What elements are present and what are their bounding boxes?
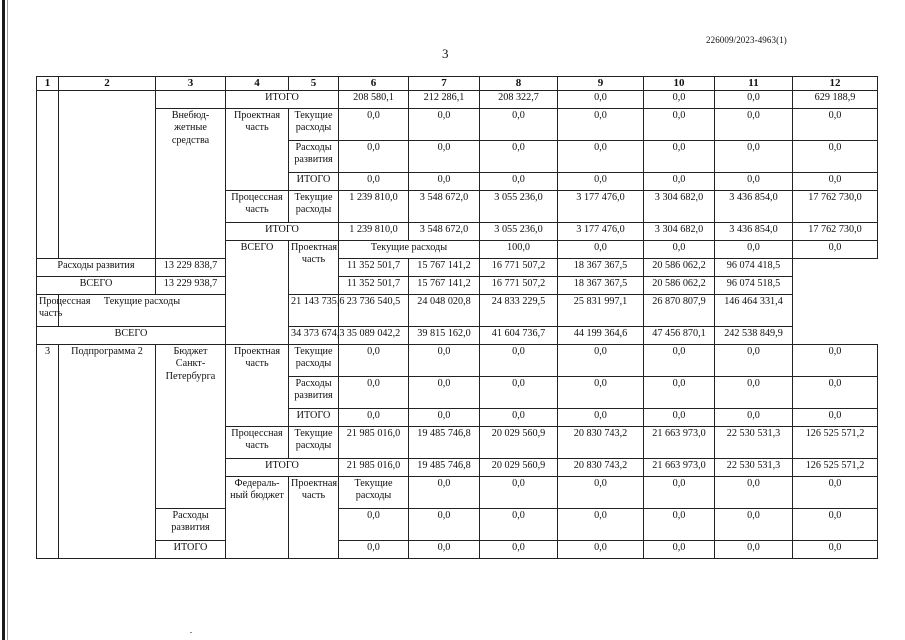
value-cell: 0,0	[409, 345, 480, 377]
value-cell: 0,0	[793, 541, 878, 559]
col2-blank	[59, 91, 156, 259]
value-cell: 13 229 838,7	[156, 259, 226, 277]
value-cell: 21 985 016,0	[339, 427, 409, 459]
value-cell: 1 239 810,0	[339, 191, 409, 223]
value-cell: 0,0	[409, 377, 480, 409]
value-cell: 0,0	[644, 241, 715, 259]
scan-left-edge-shadow	[7, 0, 8, 640]
header-cell: 3	[156, 77, 226, 91]
value-cell: 0,0	[339, 541, 409, 559]
value-cell: 0,0	[715, 509, 793, 541]
value-cell: 0,0	[558, 91, 644, 109]
value-cell: 0,0	[793, 345, 878, 377]
value-cell: 19 485 746,8	[409, 427, 480, 459]
header-cell: 6	[339, 77, 409, 91]
expense-type: Текущие расходы	[289, 109, 339, 141]
value-cell: 0,0	[558, 509, 644, 541]
value-cell: 0,0	[480, 377, 558, 409]
value-cell: 21 985 016,0	[339, 459, 409, 477]
value-cell: 20 586 062,2	[644, 277, 715, 295]
value-cell: 0,0	[339, 109, 409, 141]
row-number: 3	[37, 345, 59, 559]
value-cell: 0,0	[644, 377, 715, 409]
value-cell: 0,0	[644, 173, 715, 191]
value-cell: 3 548 672,0	[409, 223, 480, 241]
scan-left-edge	[2, 0, 5, 640]
value-cell: 0,0	[715, 345, 793, 377]
header-cell: 5	[289, 77, 339, 91]
value-cell: 0,0	[715, 377, 793, 409]
value-cell: 18 367 367,5	[558, 259, 644, 277]
budget-table	[36, 76, 878, 559]
value-cell: 0,0	[339, 377, 409, 409]
page-number: 3	[442, 46, 449, 61]
value-cell: 15 767 141,2	[409, 259, 480, 277]
value-cell: 0,0	[558, 409, 644, 427]
value-cell: 19 485 746,8	[409, 459, 480, 477]
header-cell: 1	[37, 77, 59, 91]
value-cell: 20 586 062,2	[644, 259, 715, 277]
itogo-label: ИТОГО	[226, 223, 339, 241]
value-cell: 21 663 973,0	[644, 427, 715, 459]
value-cell: 0,0	[558, 109, 644, 141]
value-cell: 0,0	[644, 477, 715, 509]
value-cell: 0,0	[339, 173, 409, 191]
value-cell: 35 089 042,2	[339, 327, 409, 345]
expense-type: Текущие расходы	[289, 345, 339, 377]
header-cell: 4	[226, 77, 289, 91]
value-cell: 21 663 973,0	[644, 459, 715, 477]
value-cell: 0,0	[409, 173, 480, 191]
value-cell: 0,0	[339, 509, 409, 541]
header-cell: 7	[409, 77, 480, 91]
header-cell: 9	[558, 77, 644, 91]
value-cell: 0,0	[480, 509, 558, 541]
value-cell: 0,0	[480, 477, 558, 509]
value-cell: 3 436 854,0	[715, 223, 793, 241]
value-cell: 0,0	[793, 409, 878, 427]
value-cell: 24 048 020,8	[409, 295, 480, 327]
value-cell: 16 771 507,2	[480, 277, 558, 295]
table-row	[37, 277, 878, 295]
header-cell: 2	[59, 77, 156, 91]
value-cell: 0,0	[558, 377, 644, 409]
value-cell: 242 538 849,9	[715, 327, 793, 345]
table-row	[37, 509, 878, 541]
value-cell: 0,0	[480, 141, 558, 173]
value-cell: 0,0	[793, 141, 878, 173]
header-cell: 12	[793, 77, 878, 91]
part-proektnaya: Проектная часть	[226, 109, 289, 191]
value-cell: 47 456 870,1	[644, 327, 715, 345]
value-cell: 0,0	[715, 109, 793, 141]
value-cell: 146 464 331,4	[715, 295, 793, 327]
header-cell: 8	[480, 77, 558, 91]
value-cell: 18 367 367,5	[558, 277, 644, 295]
value-cell: 126 525 571,2	[793, 427, 878, 459]
value-cell: 15 767 141,2	[409, 277, 480, 295]
value-cell: 0,0	[715, 541, 793, 559]
table-row	[37, 259, 878, 277]
expense-type: Расходы развития	[156, 509, 226, 541]
value-cell: 0,0	[480, 345, 558, 377]
value-cell: 1 239 810,0	[339, 223, 409, 241]
value-cell: 3 436 854,0	[715, 191, 793, 223]
value-cell: 0,0	[558, 345, 644, 377]
vsego-label: ВСЕГО	[37, 277, 156, 295]
value-cell: 17 762 730,0	[793, 223, 878, 241]
value-cell: 0,0	[715, 241, 793, 259]
scan-speck	[190, 632, 192, 633]
cell-blank	[156, 91, 226, 109]
value-cell: 44 199 364,6	[558, 327, 644, 345]
value-cell: 96 074 518,5	[715, 277, 793, 295]
value-cell: 0,0	[644, 141, 715, 173]
value-cell: 212 286,1	[409, 91, 480, 109]
value-cell: 0,0	[409, 477, 480, 509]
value-cell: 22 530 531,3	[715, 459, 793, 477]
expense-type: Расходы развития	[289, 377, 339, 409]
value-cell: 0,0	[558, 541, 644, 559]
subprogram-name: Подпрограмма 2	[59, 345, 156, 559]
value-cell: 0,0	[558, 141, 644, 173]
value-cell: 0,0	[409, 409, 480, 427]
value-cell: 0,0	[339, 345, 409, 377]
value-cell: 0,0	[793, 173, 878, 191]
expense-type: Расходы развития	[37, 259, 156, 277]
value-cell: 17 762 730,0	[793, 191, 878, 223]
header-row	[37, 77, 878, 91]
value-cell: 39 815 162,0	[409, 327, 480, 345]
value-cell: 23 736 540,5	[339, 295, 409, 327]
value-cell: 0,0	[793, 509, 878, 541]
value-cell: 3 177 476,0	[558, 223, 644, 241]
value-cell: 0,0	[409, 141, 480, 173]
part-proektnaya: Проектная часть	[289, 241, 339, 295]
expense-type: Текущие расходы	[289, 427, 339, 459]
value-cell: 0,0	[480, 109, 558, 141]
value-cell: 0,0	[715, 409, 793, 427]
expense-type: Текущие расходы	[339, 241, 480, 259]
expense-type: Текущие расходы	[289, 191, 339, 223]
value-cell: 629 188,9	[793, 91, 878, 109]
value-cell: 3 055 236,0	[480, 191, 558, 223]
table-row	[37, 345, 878, 377]
source-vnebyudzhetnye: Внебюд-жетные средства	[156, 109, 226, 259]
part-proektnaya: Проектная часть	[226, 345, 289, 427]
value-cell: 26 870 807,9	[644, 295, 715, 327]
value-cell: 0,0	[409, 541, 480, 559]
table-row	[37, 327, 878, 345]
value-cell: 0,0	[558, 173, 644, 191]
value-cell: 0,0	[793, 241, 878, 259]
value-cell: 0,0	[644, 345, 715, 377]
itogo-label: ИТОГО	[289, 173, 339, 191]
itogo-label: ИТОГО	[226, 91, 339, 109]
value-cell: 0,0	[558, 477, 644, 509]
value-cell: 22 530 531,3	[715, 427, 793, 459]
value-cell: 3 177 476,0	[558, 191, 644, 223]
vsego-label: ВСЕГО	[226, 241, 289, 345]
value-cell: 25 831 997,1	[558, 295, 644, 327]
value-cell: 16 771 507,2	[480, 259, 558, 277]
table-row	[37, 109, 878, 141]
value-cell: 0,0	[480, 541, 558, 559]
value-cell: 96 074 418,5	[715, 259, 793, 277]
expense-type: Текущие расходы	[339, 477, 409, 509]
value-cell: 208 322,7	[480, 91, 558, 109]
value-cell: 0,0	[644, 409, 715, 427]
value-cell: 100,0	[480, 241, 558, 259]
part-processnaya: Процессная часть	[226, 427, 289, 459]
value-cell: 0,0	[715, 91, 793, 109]
part-proektnaya: Проектная часть	[289, 477, 339, 559]
value-cell: 126 525 571,2	[793, 459, 878, 477]
value-cell: 0,0	[409, 109, 480, 141]
value-cell: 11 352 501,7	[339, 259, 409, 277]
itogo-label: ИТОГО	[226, 459, 339, 477]
value-cell: 0,0	[793, 377, 878, 409]
itogo-label: ИТОГО	[289, 409, 339, 427]
value-cell: 41 604 736,7	[480, 327, 558, 345]
itogo-label: ИТОГО	[156, 541, 226, 559]
part-processnaya: Процессная часть	[37, 295, 59, 327]
value-cell: 0,0	[644, 509, 715, 541]
expense-type: Расходы развития	[289, 141, 339, 173]
value-cell: 0,0	[793, 109, 878, 141]
document-number: 226009/2023-4963(1)	[706, 35, 787, 45]
value-cell: 0,0	[715, 141, 793, 173]
value-cell: 24 833 229,5	[480, 295, 558, 327]
value-cell: 0,0	[339, 409, 409, 427]
value-cell: 21 143 735,6	[289, 295, 339, 327]
col1-blank	[37, 91, 59, 259]
value-cell: 0,0	[644, 541, 715, 559]
value-cell: 20 830 743,2	[558, 459, 644, 477]
header-cell: 10	[644, 77, 715, 91]
table-row	[37, 295, 878, 327]
table-row	[37, 541, 878, 559]
value-cell: 0,0	[644, 91, 715, 109]
source-byudzhet-spb: Бюджет Санкт-Петербурга	[156, 345, 226, 509]
value-cell: 20 830 743,2	[558, 427, 644, 459]
value-cell: 11 352 501,7	[339, 277, 409, 295]
expense-type: Текущие расходы	[59, 295, 226, 327]
value-cell: 20 029 560,9	[480, 459, 558, 477]
value-cell: 3 548 672,0	[409, 191, 480, 223]
value-cell: 208 580,1	[339, 91, 409, 109]
header-cell: 11	[715, 77, 793, 91]
value-cell: 0,0	[558, 241, 644, 259]
value-cell: 0,0	[793, 477, 878, 509]
value-cell: 3 304 682,0	[644, 223, 715, 241]
value-cell: 0,0	[715, 173, 793, 191]
value-cell: 20 029 560,9	[480, 427, 558, 459]
value-cell: 3 304 682,0	[644, 191, 715, 223]
value-cell: 13 229 938,7	[156, 277, 226, 295]
value-cell: 3 055 236,0	[480, 223, 558, 241]
value-cell: 0,0	[409, 509, 480, 541]
value-cell: 0,0	[480, 409, 558, 427]
value-cell: 34 373 674,3	[289, 327, 339, 345]
source-federalny: Федераль-ный бюджет	[226, 477, 289, 559]
value-cell: 0,0	[339, 141, 409, 173]
table-row	[37, 91, 878, 109]
value-cell: 0,0	[715, 477, 793, 509]
value-cell: 0,0	[480, 173, 558, 191]
value-cell: 0,0	[644, 109, 715, 141]
part-processnaya: Процессная часть	[226, 191, 289, 223]
vsego-label: ВСЕГО	[37, 327, 226, 345]
